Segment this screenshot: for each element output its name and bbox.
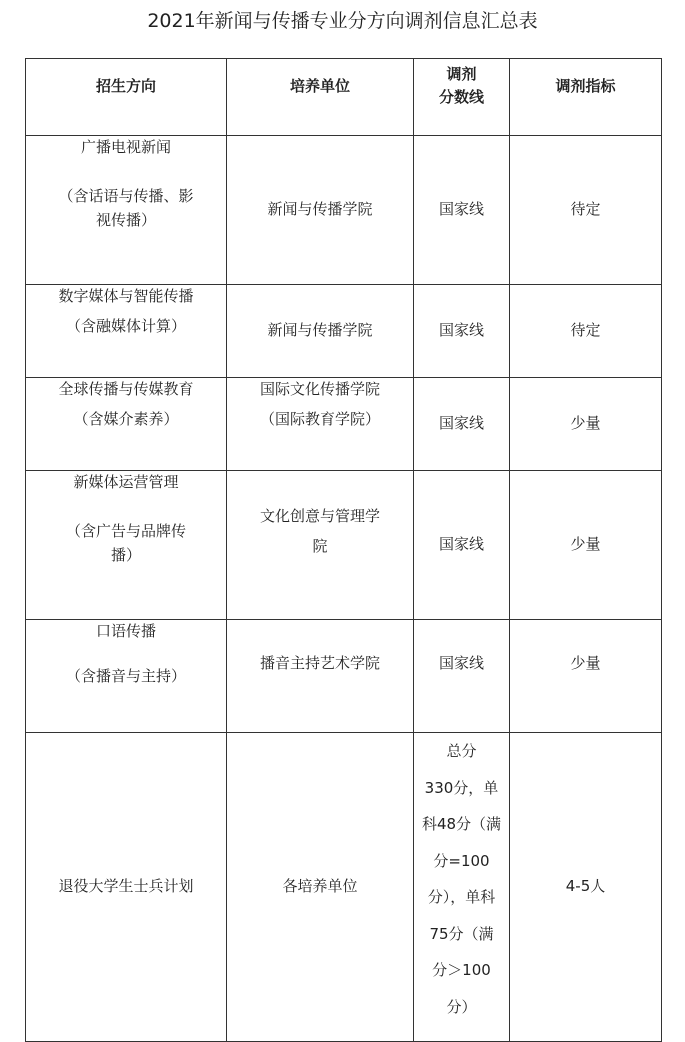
table-row	[26, 285, 662, 378]
direction-cell: 广播电视新闻 （含话语与传播、影 视传播）	[26, 136, 227, 285]
unit-cell: 国际文化传播学院 （国际教育学院）	[227, 378, 414, 471]
score-cell: 国家线	[414, 471, 510, 620]
direction-cell: 全球传播与传媒教育 （含媒介素养）	[26, 378, 227, 471]
table-row	[26, 733, 662, 1042]
score-cell: 国家线	[414, 285, 510, 378]
table-row	[26, 620, 662, 733]
direction-cell: 新媒体运营管理 （含广告与品牌传 播）	[26, 471, 227, 620]
quota-cell: 4-5人	[510, 733, 662, 1042]
quota-cell: 待定	[510, 136, 662, 285]
score-cell: 国家线	[414, 378, 510, 471]
table-row	[26, 471, 662, 620]
unit-cell: 新闻与传播学院	[227, 136, 414, 285]
header-quota: 调剂指标	[510, 59, 662, 136]
unit-cell: 新闻与传播学院	[227, 285, 414, 378]
quota-cell: 少量	[510, 620, 662, 733]
quota-cell: 少量	[510, 471, 662, 620]
header-direction: 招生方向	[26, 59, 227, 136]
unit-cell: 文化创意与管理学 院	[227, 471, 414, 620]
header-unit: 培养单位	[227, 59, 414, 136]
page-title: 2021年新闻与传播专业分方向调剂信息汇总表	[147, 10, 538, 32]
unit-cell: 播音主持艺术学院	[227, 620, 414, 733]
score-cell: 国家线	[414, 620, 510, 733]
header-score: 调剂 分数线	[414, 59, 510, 136]
direction-cell: 退役大学生士兵计划	[26, 733, 227, 1042]
quota-cell: 待定	[510, 285, 662, 378]
score-cell: 总分 330分，单 科48分（满 分=100 分），单科 75分（满 分＞100 分）	[414, 733, 510, 1042]
unit-cell: 各培养单位	[227, 733, 414, 1042]
table-row	[26, 378, 662, 471]
quota-cell: 少量	[510, 378, 662, 471]
adjustment-table	[25, 58, 662, 1042]
direction-cell: 数字媒体与智能传播 （含融媒体计算）	[26, 285, 227, 378]
table-header-row	[26, 59, 662, 136]
score-cell: 国家线	[414, 136, 510, 285]
direction-cell: 口语传播 （含播音与主持）	[26, 620, 227, 733]
table-row	[26, 136, 662, 285]
